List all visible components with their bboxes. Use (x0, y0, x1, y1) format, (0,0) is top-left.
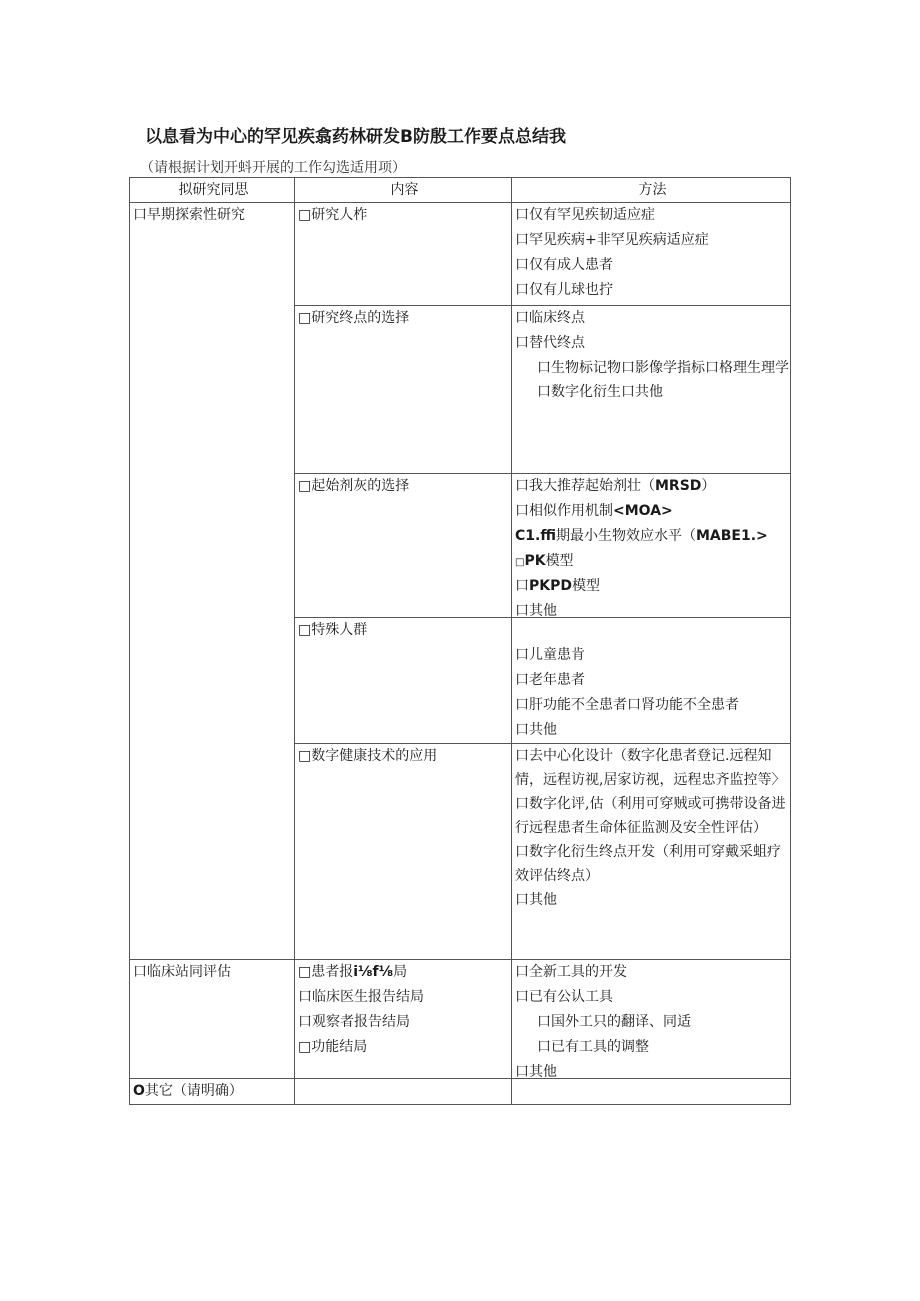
method-option[interactable]: 口临床终点 (515, 310, 585, 326)
content-option[interactable]: □功能结局 (298, 1039, 368, 1055)
method-option[interactable]: 口PKPD模型 (515, 578, 600, 594)
method-digital-cell (512, 744, 791, 960)
stage-other-cell (130, 1079, 295, 1105)
content-endpoint-cell (295, 306, 512, 474)
method-option[interactable]: 口共他 (515, 722, 557, 738)
method-option[interactable]: 口老年患者 (515, 672, 585, 688)
content-special-option[interactable]: □特殊人群 (298, 622, 368, 638)
method-option[interactable]: 口去中心化设计（数字化患者登记.远程知情，远程访视,居家访视，远程忠齐监控等〉 (515, 748, 786, 788)
surrogate-endpoint-suboptions[interactable]: 口生物标记物口影像学指标口格理生理学口数字化衍生口共他 (537, 360, 789, 400)
method-option[interactable]: 口我大推荐起始剂壮（MRSD） (515, 478, 716, 494)
stage-early-option[interactable]: 口早期探索性研究 (133, 207, 245, 223)
header-method: 方法 (512, 178, 791, 203)
document-title: 以息看为中心的罕见疾翕药林研发B防殷工作要点总结我 (145, 127, 566, 147)
method-special-cell (512, 618, 791, 744)
method-clinical-cell (512, 960, 791, 1079)
stage-other-option[interactable]: O其它（请明确） (133, 1083, 243, 1099)
content-option[interactable]: 口临床医生报告结局 (298, 989, 424, 1005)
method-dose-cell (512, 474, 791, 618)
method-population-cell (512, 203, 791, 306)
method-option[interactable]: 口其他 (515, 892, 557, 908)
table-row (130, 960, 791, 1079)
header-content: 内容 (295, 178, 512, 203)
content-option[interactable]: 口观察者报告结局 (298, 1014, 410, 1030)
method-option[interactable]: 口相似作用机制<MOA> (515, 503, 673, 519)
method-option[interactable]: 口数字化评,估（利用可穿贼或可携带设备进行远程患者生命体征监测及安全性评估） (515, 796, 786, 836)
table-header-row (130, 178, 791, 203)
method-option[interactable]: 口仅有罕见疾韧适应症 (515, 207, 655, 223)
content-population-cell (295, 203, 512, 306)
method-option[interactable]: 口全新工具的开发 (515, 964, 627, 980)
table-row (130, 203, 791, 306)
content-endpoint-option[interactable]: □研究终点的选择 (298, 310, 410, 326)
method-option[interactable]: C1.ffi期最小生物效应水平（MABE1.> (515, 528, 768, 544)
method-other-cell[interactable] (512, 1079, 791, 1105)
content-digital-cell (295, 744, 512, 960)
method-endpoint-cell (512, 306, 791, 474)
method-suboption[interactable]: 口国外工只的翻译、同适 (537, 1014, 691, 1030)
stage-early-cell (130, 203, 295, 960)
method-option[interactable]: 口其他 (515, 1064, 557, 1080)
method-suboption[interactable]: 口已有工具的调整 (537, 1039, 649, 1055)
content-clinical-cell (295, 960, 512, 1079)
content-option[interactable]: □患者报i⅛f⅛局 (298, 964, 408, 980)
method-option[interactable]: 口仅有成人患者 (515, 257, 613, 273)
header-stage: 拟研究同思 (130, 178, 295, 203)
method-option[interactable]: 口已有公认工具 (515, 989, 613, 1005)
content-population-option[interactable]: □研究人柞 (298, 207, 368, 223)
content-special-cell (295, 618, 512, 744)
method-option[interactable]: 口替代终点 (515, 335, 585, 351)
content-dose-cell (295, 474, 512, 618)
stage-clinical-option[interactable]: 口临床站同评估 (133, 964, 231, 980)
method-option[interactable]: 口儿童患肯 (515, 647, 585, 663)
table-row (130, 1079, 791, 1105)
method-option[interactable]: 口数字化衍生终点开发（利用可穿戴采蛆疗效评估终点） (515, 844, 781, 884)
content-dose-option[interactable]: □起始剂灰的选择 (298, 478, 410, 494)
method-option[interactable]: 口仅有儿球也拧 (515, 282, 613, 298)
method-option-clipped[interactable]: 口其他 (515, 603, 557, 619)
workplan-table (129, 177, 791, 1105)
content-other-cell[interactable] (295, 1079, 512, 1105)
stage-clinical-cell (130, 960, 295, 1079)
instruction-note: （请根据计划开蚪开展的工作勾选适用项） (140, 160, 406, 176)
content-digital-option[interactable]: □数字健康技术的应用 (298, 748, 438, 764)
method-option[interactable]: 口肝功能不全患者口肾功能不全患者 (515, 697, 739, 713)
method-option[interactable]: □PK模型 (515, 553, 574, 569)
method-option[interactable]: 口罕见疾病+非罕见疾病适应症 (515, 232, 709, 248)
